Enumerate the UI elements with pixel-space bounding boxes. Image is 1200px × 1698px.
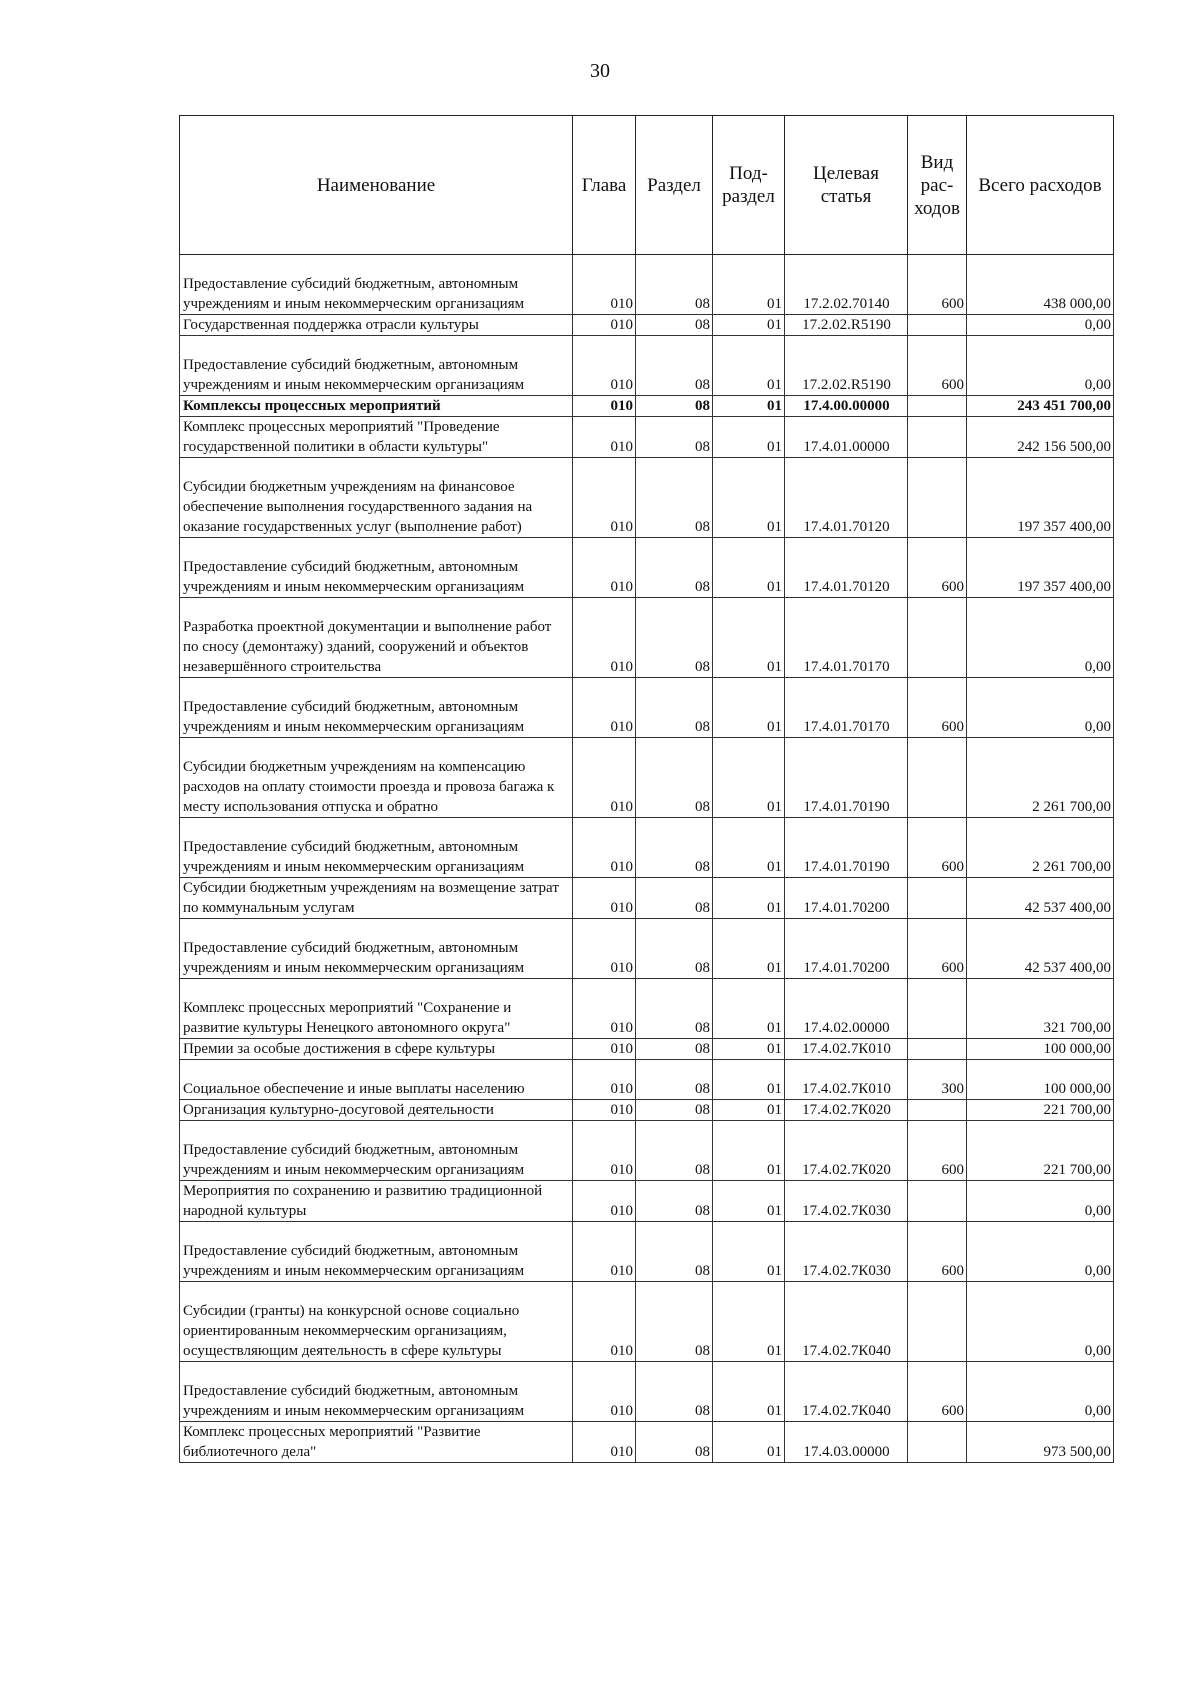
cell-statya: 17.4.00.00000 (785, 396, 908, 417)
cell-vid (908, 598, 967, 678)
cell-razdel: 08 (636, 1362, 713, 1422)
cell-name: Мероприятия по сохранению и развитию традиционной народной культуры (180, 1181, 573, 1222)
cell-total: 197 357 400,00 (967, 458, 1114, 538)
cell-razdel: 08 (636, 878, 713, 919)
cell-statya: 17.4.02.7К040 (785, 1282, 908, 1362)
cell-total: 100 000,00 (967, 1039, 1114, 1060)
header-vid-line-3: ходов (914, 197, 960, 219)
cell-statya: 17.4.02.7К010 (785, 1060, 908, 1100)
cell-statya: 17.4.02.7К040 (785, 1362, 908, 1422)
cell-glava: 010 (573, 598, 636, 678)
cell-razdel: 08 (636, 1100, 713, 1121)
table-header-row (180, 116, 1114, 255)
cell-total: 221 700,00 (967, 1121, 1114, 1181)
cell-podrazdel: 01 (713, 598, 785, 678)
cell-vid: 600 (908, 336, 967, 396)
cell-vid: 600 (908, 255, 967, 315)
cell-podrazdel: 01 (713, 315, 785, 336)
cell-vid: 600 (908, 1121, 967, 1181)
table-row (180, 678, 1114, 738)
cell-name: Государственная поддержка отрасли культуры (180, 315, 573, 336)
cell-razdel: 08 (636, 336, 713, 396)
cell-total: 243 451 700,00 (967, 396, 1114, 417)
cell-statya: 17.4.02.00000 (785, 979, 908, 1039)
cell-total: 321 700,00 (967, 979, 1114, 1039)
cell-name: Комплекс процессных мероприятий "Проведение государственной политики в области культуры" (180, 417, 573, 458)
table-body (180, 255, 1114, 1463)
cell-razdel: 08 (636, 1222, 713, 1282)
cell-total: 973 500,00 (967, 1422, 1114, 1463)
cell-glava: 010 (573, 1121, 636, 1181)
header-vid (908, 116, 967, 255)
cell-razdel: 08 (636, 1121, 713, 1181)
cell-statya: 17.4.01.70120 (785, 538, 908, 598)
cell-glava: 010 (573, 1222, 636, 1282)
cell-statya: 17.4.01.70170 (785, 678, 908, 738)
table-row (180, 1121, 1114, 1181)
cell-statya: 17.4.01.70200 (785, 878, 908, 919)
table-row (180, 878, 1114, 919)
cell-razdel: 08 (636, 818, 713, 878)
cell-glava: 010 (573, 1060, 636, 1100)
cell-total: 0,00 (967, 598, 1114, 678)
cell-name: Предоставление субсидий бюджетным, автономным учреждениям и иным некоммерческим организациям (180, 1222, 573, 1282)
cell-statya: 17.2.02.R5190 (785, 315, 908, 336)
cell-statya: 17.4.02.7К020 (785, 1121, 908, 1181)
table-row (180, 538, 1114, 598)
cell-razdel: 08 (636, 738, 713, 818)
cell-vid (908, 417, 967, 458)
cell-total: 197 357 400,00 (967, 538, 1114, 598)
cell-podrazdel: 01 (713, 1422, 785, 1463)
cell-total: 0,00 (967, 1362, 1114, 1422)
cell-glava: 010 (573, 396, 636, 417)
cell-razdel: 08 (636, 255, 713, 315)
cell-razdel: 08 (636, 1282, 713, 1362)
table-row (180, 315, 1114, 336)
header-statya-line-2: статья (820, 186, 872, 207)
cell-vid (908, 738, 967, 818)
header-podrazdel (713, 116, 785, 255)
cell-vid: 300 (908, 1060, 967, 1100)
cell-glava: 010 (573, 818, 636, 878)
table-row (180, 1222, 1114, 1282)
cell-vid (908, 1100, 967, 1121)
cell-vid (908, 458, 967, 538)
table-row (180, 255, 1114, 315)
cell-glava: 010 (573, 919, 636, 979)
cell-total: 2 261 700,00 (967, 818, 1114, 878)
table-row (180, 919, 1114, 979)
cell-razdel: 08 (636, 1422, 713, 1463)
cell-name: Премии за особые достижения в сфере культуры (180, 1039, 573, 1060)
cell-name: Разработка проектной документации и выполнение работ по сносу (демонтажу) зданий, сооружений и объектов незавершённого строительства (180, 598, 573, 678)
cell-glava: 010 (573, 1422, 636, 1463)
cell-vid: 600 (908, 678, 967, 738)
cell-glava: 010 (573, 738, 636, 818)
cell-vid: 600 (908, 818, 967, 878)
cell-total: 100 000,00 (967, 1060, 1114, 1100)
cell-statya: 17.4.01.00000 (785, 417, 908, 458)
cell-podrazdel: 01 (713, 678, 785, 738)
cell-name: Субсидии (гранты) на конкурсной основе социально ориентированным некоммерческим организациям, осуществляющим деятельность в сфере культуры (180, 1282, 573, 1362)
cell-vid (908, 1181, 967, 1222)
cell-podrazdel: 01 (713, 1222, 785, 1282)
cell-name: Предоставление субсидий бюджетным, автономным учреждениям и иным некоммерческим организациям (180, 818, 573, 878)
cell-razdel: 08 (636, 598, 713, 678)
cell-statya: 17.4.01.70200 (785, 919, 908, 979)
header-total: Всего расходов (967, 116, 1114, 255)
cell-statya: 17.4.01.70190 (785, 738, 908, 818)
cell-glava: 010 (573, 979, 636, 1039)
cell-razdel: 08 (636, 678, 713, 738)
budget-table (179, 115, 1114, 1463)
cell-glava: 010 (573, 878, 636, 919)
cell-total: 438 000,00 (967, 255, 1114, 315)
cell-total: 242 156 500,00 (967, 417, 1114, 458)
page-number: 30 (590, 60, 610, 82)
cell-razdel: 08 (636, 538, 713, 598)
table-row (180, 738, 1114, 818)
header-statya-line-1: Целевая (813, 163, 879, 184)
table-row (180, 1422, 1114, 1463)
cell-total: 221 700,00 (967, 1100, 1114, 1121)
cell-glava: 010 (573, 1362, 636, 1422)
cell-vid (908, 979, 967, 1039)
cell-razdel: 08 (636, 1060, 713, 1100)
cell-name: Социальное обеспечение и иные выплаты населению (180, 1060, 573, 1100)
cell-podrazdel: 01 (713, 417, 785, 458)
cell-razdel: 08 (636, 979, 713, 1039)
cell-total: 0,00 (967, 1282, 1114, 1362)
table-row (180, 1282, 1114, 1362)
cell-glava: 010 (573, 458, 636, 538)
header-name: Наименование (180, 116, 573, 255)
cell-vid: 600 (908, 538, 967, 598)
cell-vid: 600 (908, 919, 967, 979)
cell-name: Предоставление субсидий бюджетным, автономным учреждениям и иным некоммерческим организациям (180, 255, 573, 315)
cell-name: Предоставление субсидий бюджетным, автономным учреждениям и иным некоммерческим организациям (180, 1121, 573, 1181)
cell-name: Комплексы процессных мероприятий (180, 396, 573, 417)
cell-podrazdel: 01 (713, 458, 785, 538)
cell-razdel: 08 (636, 458, 713, 538)
cell-glava: 010 (573, 678, 636, 738)
cell-glava: 010 (573, 255, 636, 315)
cell-name: Организация культурно-досуговой деятельности (180, 1100, 573, 1121)
cell-name: Предоставление субсидий бюджетным, автономным учреждениям и иным некоммерческим организациям (180, 1362, 573, 1422)
cell-name: Субсидии бюджетным учреждениям на финансовое обеспечение выполнения государственного задания на оказание государственных услуг (выполнение работ) (180, 458, 573, 538)
cell-vid (908, 396, 967, 417)
header-statya (785, 116, 908, 255)
cell-glava: 010 (573, 1039, 636, 1060)
cell-podrazdel: 01 (713, 1039, 785, 1060)
cell-total: 42 537 400,00 (967, 878, 1114, 919)
cell-vid: 600 (908, 1222, 967, 1282)
cell-podrazdel: 01 (713, 1362, 785, 1422)
cell-vid (908, 878, 967, 919)
cell-podrazdel: 01 (713, 979, 785, 1039)
cell-podrazdel: 01 (713, 336, 785, 396)
table-row (180, 1100, 1114, 1121)
cell-total: 0,00 (967, 678, 1114, 738)
cell-podrazdel: 01 (713, 1060, 785, 1100)
cell-statya: 17.2.02.70140 (785, 255, 908, 315)
cell-statya: 17.2.02.R5190 (785, 336, 908, 396)
cell-name: Субсидии бюджетным учреждениям на возмещение затрат по коммунальным услугам (180, 878, 573, 919)
cell-razdel: 08 (636, 919, 713, 979)
cell-total: 0,00 (967, 315, 1114, 336)
cell-glava: 010 (573, 1181, 636, 1222)
cell-vid (908, 1039, 967, 1060)
cell-podrazdel: 01 (713, 1181, 785, 1222)
cell-glava: 010 (573, 315, 636, 336)
cell-total: 0,00 (967, 1181, 1114, 1222)
cell-statya: 17.4.01.70190 (785, 818, 908, 878)
table-row (180, 818, 1114, 878)
table-row (180, 1039, 1114, 1060)
cell-name: Предоставление субсидий бюджетным, автономным учреждениям и иным некоммерческим организациям (180, 678, 573, 738)
table-row (180, 598, 1114, 678)
cell-total: 2 261 700,00 (967, 738, 1114, 818)
header-podrazdel-line-1: Под- (729, 163, 768, 184)
cell-podrazdel: 01 (713, 255, 785, 315)
cell-vid: 600 (908, 1362, 967, 1422)
cell-podrazdel: 01 (713, 538, 785, 598)
cell-razdel: 08 (636, 396, 713, 417)
cell-podrazdel: 01 (713, 878, 785, 919)
cell-podrazdel: 01 (713, 396, 785, 417)
cell-name: Комплекс процессных мероприятий "Развитие библиотечного дела" (180, 1422, 573, 1463)
header-podrazdel-line-2: раздел (722, 186, 775, 207)
table-row (180, 979, 1114, 1039)
cell-glava: 010 (573, 1282, 636, 1362)
cell-statya: 17.4.02.7К030 (785, 1181, 908, 1222)
cell-razdel: 08 (636, 417, 713, 458)
cell-name: Субсидии бюджетным учреждениям на компенсацию расходов на оплату стоимости проезда и провоза багажа к месту использования отпуска и обратно (180, 738, 573, 818)
table-row (180, 336, 1114, 396)
cell-statya: 17.4.02.7К010 (785, 1039, 908, 1060)
cell-name: Предоставление субсидий бюджетным, автономным учреждениям и иным некоммерческим организациям (180, 538, 573, 598)
cell-statya: 17.4.02.7К030 (785, 1222, 908, 1282)
cell-statya: 17.4.01.70120 (785, 458, 908, 538)
header-vid-line-1: Вид (920, 151, 954, 173)
cell-razdel: 08 (636, 1039, 713, 1060)
cell-vid (908, 1422, 967, 1463)
cell-podrazdel: 01 (713, 919, 785, 979)
cell-name: Предоставление субсидий бюджетным, автономным учреждениям и иным некоммерческим организациям (180, 919, 573, 979)
cell-name: Предоставление субсидий бюджетным, автономным учреждениям и иным некоммерческим организациям (180, 336, 573, 396)
table-row (180, 417, 1114, 458)
cell-razdel: 08 (636, 1181, 713, 1222)
cell-statya: 17.4.01.70170 (785, 598, 908, 678)
cell-podrazdel: 01 (713, 1282, 785, 1362)
cell-glava: 010 (573, 336, 636, 396)
cell-total: 0,00 (967, 336, 1114, 396)
table-row (180, 1060, 1114, 1100)
cell-name: Комплекс процессных мероприятий "Сохранение и развитие культуры Ненецкого автономного округа" (180, 979, 573, 1039)
table-row (180, 1362, 1114, 1422)
cell-total: 0,00 (967, 1222, 1114, 1282)
header-vid-line-2: рас- (920, 174, 954, 196)
cell-podrazdel: 01 (713, 738, 785, 818)
cell-glava: 010 (573, 1100, 636, 1121)
cell-razdel: 08 (636, 315, 713, 336)
cell-total: 42 537 400,00 (967, 919, 1114, 979)
cell-glava: 010 (573, 538, 636, 598)
cell-podrazdel: 01 (713, 1121, 785, 1181)
header-glava: Глава (573, 116, 636, 255)
table-row (180, 458, 1114, 538)
table-row (180, 1181, 1114, 1222)
cell-podrazdel: 01 (713, 818, 785, 878)
cell-podrazdel: 01 (713, 1100, 785, 1121)
cell-vid (908, 315, 967, 336)
cell-statya: 17.4.02.7К020 (785, 1100, 908, 1121)
cell-vid (908, 1282, 967, 1362)
cell-statya: 17.4.03.00000 (785, 1422, 908, 1463)
table-row (180, 396, 1114, 417)
header-razdel: Раздел (636, 116, 713, 255)
cell-glava: 010 (573, 417, 636, 458)
